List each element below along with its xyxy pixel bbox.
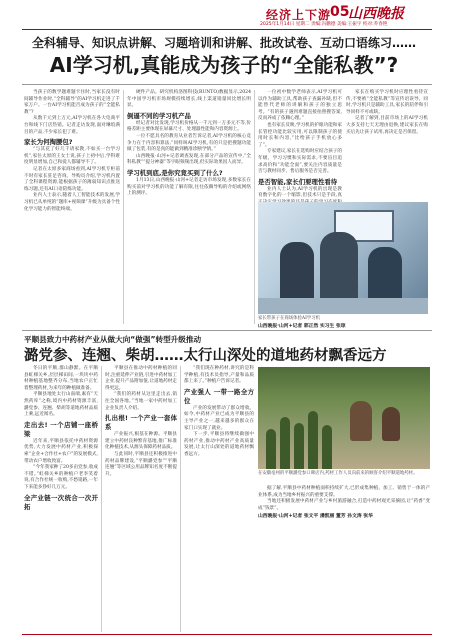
- column-divider: [254, 90, 255, 324]
- story2-kicker: 平顺县致力中药材产业从做大向“做强”转型升级推动: [24, 335, 202, 344]
- story2-column-3: [184, 366, 254, 632]
- herb-bundle: [322, 425, 332, 469]
- paragraph: 经记者对比发现,学习机价格从一千元到一万多元不等,价格差距主要体现在屏幕尺寸、处理器性能和内容资源上。: [127, 120, 251, 133]
- story1-photo-caption: [258, 316, 428, 330]
- paragraph: 平顺县地处太行山南端,素有“天然药库”之称,境内中药材资源丰富,潞党参、连翘、柴胡等道地药材品质上乘,远近闻名。: [24, 392, 98, 418]
- subheading: 家长为何掏腰包?: [24, 138, 73, 147]
- subheading: 是否智能,家长们要理性看待: [258, 177, 338, 186]
- story2-column-4: [258, 486, 430, 632]
- subheading: 扎出根! 一个产业一套体系: [105, 414, 177, 432]
- column-divider: [180, 366, 181, 632]
- subheading: 走出去! 一个店铺一座桥梁: [24, 420, 98, 438]
- date-line: 2025年1月14日 星期二 责编:冯鹏德 美编:王振宇 校对:乔春艳: [260, 22, 388, 27]
- footer-rule: [22, 634, 432, 635]
- subheading: 产业强人 一带一路全方位: [184, 387, 254, 405]
- story1-rule: [22, 84, 432, 85]
- story2-photo: [258, 367, 430, 469]
- customer-silhouette: [382, 407, 400, 441]
- paragraph: 山西晚报·山河+记者调查发现,在部分产品的宣传中,“全科私教”“提分神器”等字眼频频出现,但实际效果因人而异。: [127, 153, 251, 166]
- paragraph: 产业的发展带动了群众增收。如今,中药材产业已成为平顺县的主导产业之一,越来越多的群众在家门口实现了就业。: [184, 405, 254, 431]
- paragraph: 当地还积极发展中药材产业与乡村旅游融合,打造中药材观光采摘园,让“药香”变成“钱景”。: [258, 499, 430, 511]
- column-divider: [101, 366, 102, 632]
- paragraph: 记者在太原多家商场看到,AI学习机专柜前不时有家长驻足咨询。导购员介绍,学习机内置了全科课程资源,能根据孩子的薄弱知识点推送练习题,还有AI口语陪练功能。: [24, 166, 120, 192]
- paper-name-logo: 山西晚报: [348, 6, 404, 22]
- paragraph: 一位不愿具名的教育从业者告诉记者,AI学习机的核心竞争力在于内容和算法,“同样叫AI学习机,有的只是把搜题功能做了包装,有的是真的能做到精准诊断学情。”: [127, 133, 251, 153]
- masthead: [0, 0, 450, 30]
- story1-column-4: [346, 90, 428, 200]
- story1-byline: 山西晚报·山河+记者 郭正然 实习生 张琼: [258, 324, 346, 329]
- story1-column-2: [127, 90, 251, 324]
- paragraph: 产业振兴,根基在种源。平顺县建立中药材良种繁育基地,推广标准化种植技术,从源头保障药材品质。: [105, 432, 177, 451]
- herb-bundle: [294, 423, 304, 469]
- paragraph: 业内人士表示,随着人工智能技术的发展,学习机已从单纯的“题库+视频课”升级为具备个性化学习能力的智能终端。: [24, 193, 120, 212]
- person-silhouette: [320, 232, 358, 304]
- paragraph: 据了解,平顺县中药材种植面积持续扩大,已形成集种植、加工、销售于一体的产业体系,成为当地乡村振兴的重要支撑。: [258, 486, 430, 498]
- display-counter: [258, 298, 428, 314]
- story1-kicker: 全科辅导、知识点讲解、习题培训和讲解、批改试卷、互动口语练习……: [31, 36, 416, 50]
- paragraph: 一位初中数学老师表示,AI学习机可以作为辅助工具,帮助孩子查漏补缺,但不能替代老师的讲解和孩子的独立思考。“有的孩子遇到难题直接拍照搜答案,反而养成了依赖心理。”: [258, 90, 342, 122]
- paragraph: 近年来,平顺县依托中药材资源优势,大力发展中药材产业,积极探索“企业+合作社+农户”的发展模式,带动农户增收致富。: [24, 438, 98, 464]
- subheading: 全产业链一次统合一次开拓: [24, 493, 98, 511]
- paragraph: 从数千元到上万元,AI学习机在各大电商平台和线下门店热销。记者走访发现,面对琳琅满目的产品,不少家长犯了难。: [24, 116, 120, 135]
- story2-rule: [22, 330, 432, 331]
- person-silhouette: [280, 242, 314, 302]
- paragraph: 家长在购买学习机时应理性看待宣传,不要被“全能私教”等宣传语误导。同时,学习机只是辅助工具,家长的陪伴和引导同样不可或缺。: [346, 90, 428, 115]
- paragraph: 下一步,平顺县将继续做强中药材产业,推动中药材产业高质量发展,让太行山深处的道地药材飘香远方。: [184, 432, 254, 457]
- worker-silhouette: [350, 401, 372, 441]
- paragraph: 平顺县在推动中药材种植的同时,注重延伸产业链,引进中药材加工企业,提升产品附加值,让道地药材走得更远。: [105, 366, 177, 391]
- caption-text: 家长带孩子在商场体验AI学习机: [258, 316, 320, 321]
- paragraph: “与其花了好几千请家教,不如买一台学习机”,家住太原的王女士说,孩子上初中后,学科难度明显增加,自己和爱人都辅导不了。: [24, 147, 120, 166]
- story1-column-3: [258, 90, 342, 200]
- paragraph: 记者了解到,目前市场上的AI学习机大多支持七天无理由退换,建议家长在购买后先让孩子试用,再决定是否保留。: [346, 116, 428, 135]
- paragraph: 1月13日,山西晚报·山河+记者走访市场发现,多数家长在购买前对学习机的功能了解有限,往往依赖导购的介绍或网络上的测评。: [127, 177, 251, 197]
- subheading: 学习机到底,是你究竟买到了什么?: [127, 168, 223, 177]
- herb-bundle: [308, 411, 318, 469]
- section-title: 经济上下游: [266, 8, 332, 22]
- paragraph: 业内人士认为,AI学习机的出现是教育数字化的一个缩影,但技术只是手段,真: [258, 186, 342, 199]
- page-number: 05: [330, 4, 350, 20]
- paragraph: 与此同时,平顺县还积极推进中药材品牌建设,“平顺潞党参”“平顺连翘”等区域公用品牌知名度不断提升。: [105, 451, 177, 477]
- paragraph: 专家建议,家长在选购时应结合孩子的年级、学习习惯和实际需求,不要盲目追求高价和“功能全面”,要关注内容质量是否与教材同步、售后服务是否完善。: [258, 149, 342, 175]
- top-rule: [22, 29, 432, 30]
- story1-headline: AI学习机,真能成为孩子的“全能私教”?: [49, 53, 399, 77]
- story2-headline: 潞党参、连翘、柴胡……太行山深处的道地药材飘香远方: [24, 348, 387, 364]
- subheading: 倒逼不同的学习机产品: [127, 111, 191, 120]
- herb-bundle: [280, 417, 290, 469]
- story2-byline: 山西晚报·山河+记者 张文平 潘凯丽 董芳 孙文涛 张华: [258, 514, 373, 520]
- story1-column-1: [24, 90, 120, 324]
- story1-photo: [258, 202, 428, 314]
- story2-column-1: [24, 366, 98, 632]
- paragraph: “今年我家种了20多亩党参,收成不错。”虹梯关乡的种植户老李笑着说,有合作社统一收购,不愁销路,一年下来能多挣好几万元。: [24, 465, 98, 490]
- story2-photo-caption: 在安徽亳州的平顺潞党参口碑店内,药材工作人员向前来的顾客介绍平顺道地药材。: [258, 471, 418, 476]
- paragraph: 当孩子的数学题难题卡住时,当家长没有时间辅导作业时,“全科辅导”的AI学习机走进了千家万户。一台AI学习机能否成为孩子的“全能私教”?: [24, 90, 120, 115]
- column-divider: [123, 90, 124, 324]
- herb-bundle: [266, 429, 276, 469]
- paragraph: 也有家长反映,学习机的护眼功能和家长管控功能比较实用,可以限制孩子的使用时长和内容,“比给孩子手机放心多了”。: [258, 122, 342, 148]
- paragraph: 冬日的平顺,群山静默。在平顺县虹梯关乡,层层梯田间,一块块中药材种植基地整齐分布,当地农户正忙着整理药材,为来年的种植做准备。: [24, 366, 98, 391]
- paragraph: 硬件产品。研究机构洛图科技(RUNTO)数据显示,2024年中国学习机市场规模持续增长,线上渠道销量同比增长明显。: [127, 90, 251, 109]
- paragraph: “我们现在种药材,讲究的是科学种植,有技术员指导,产量和品质都上来了。”种植户告诉记者。: [184, 366, 254, 385]
- story2-column-2: [105, 366, 177, 632]
- paragraph: “我们的药材从这里走出去,销往全国各地。”当地一家中药材加工企业负责人介绍。: [105, 392, 177, 411]
